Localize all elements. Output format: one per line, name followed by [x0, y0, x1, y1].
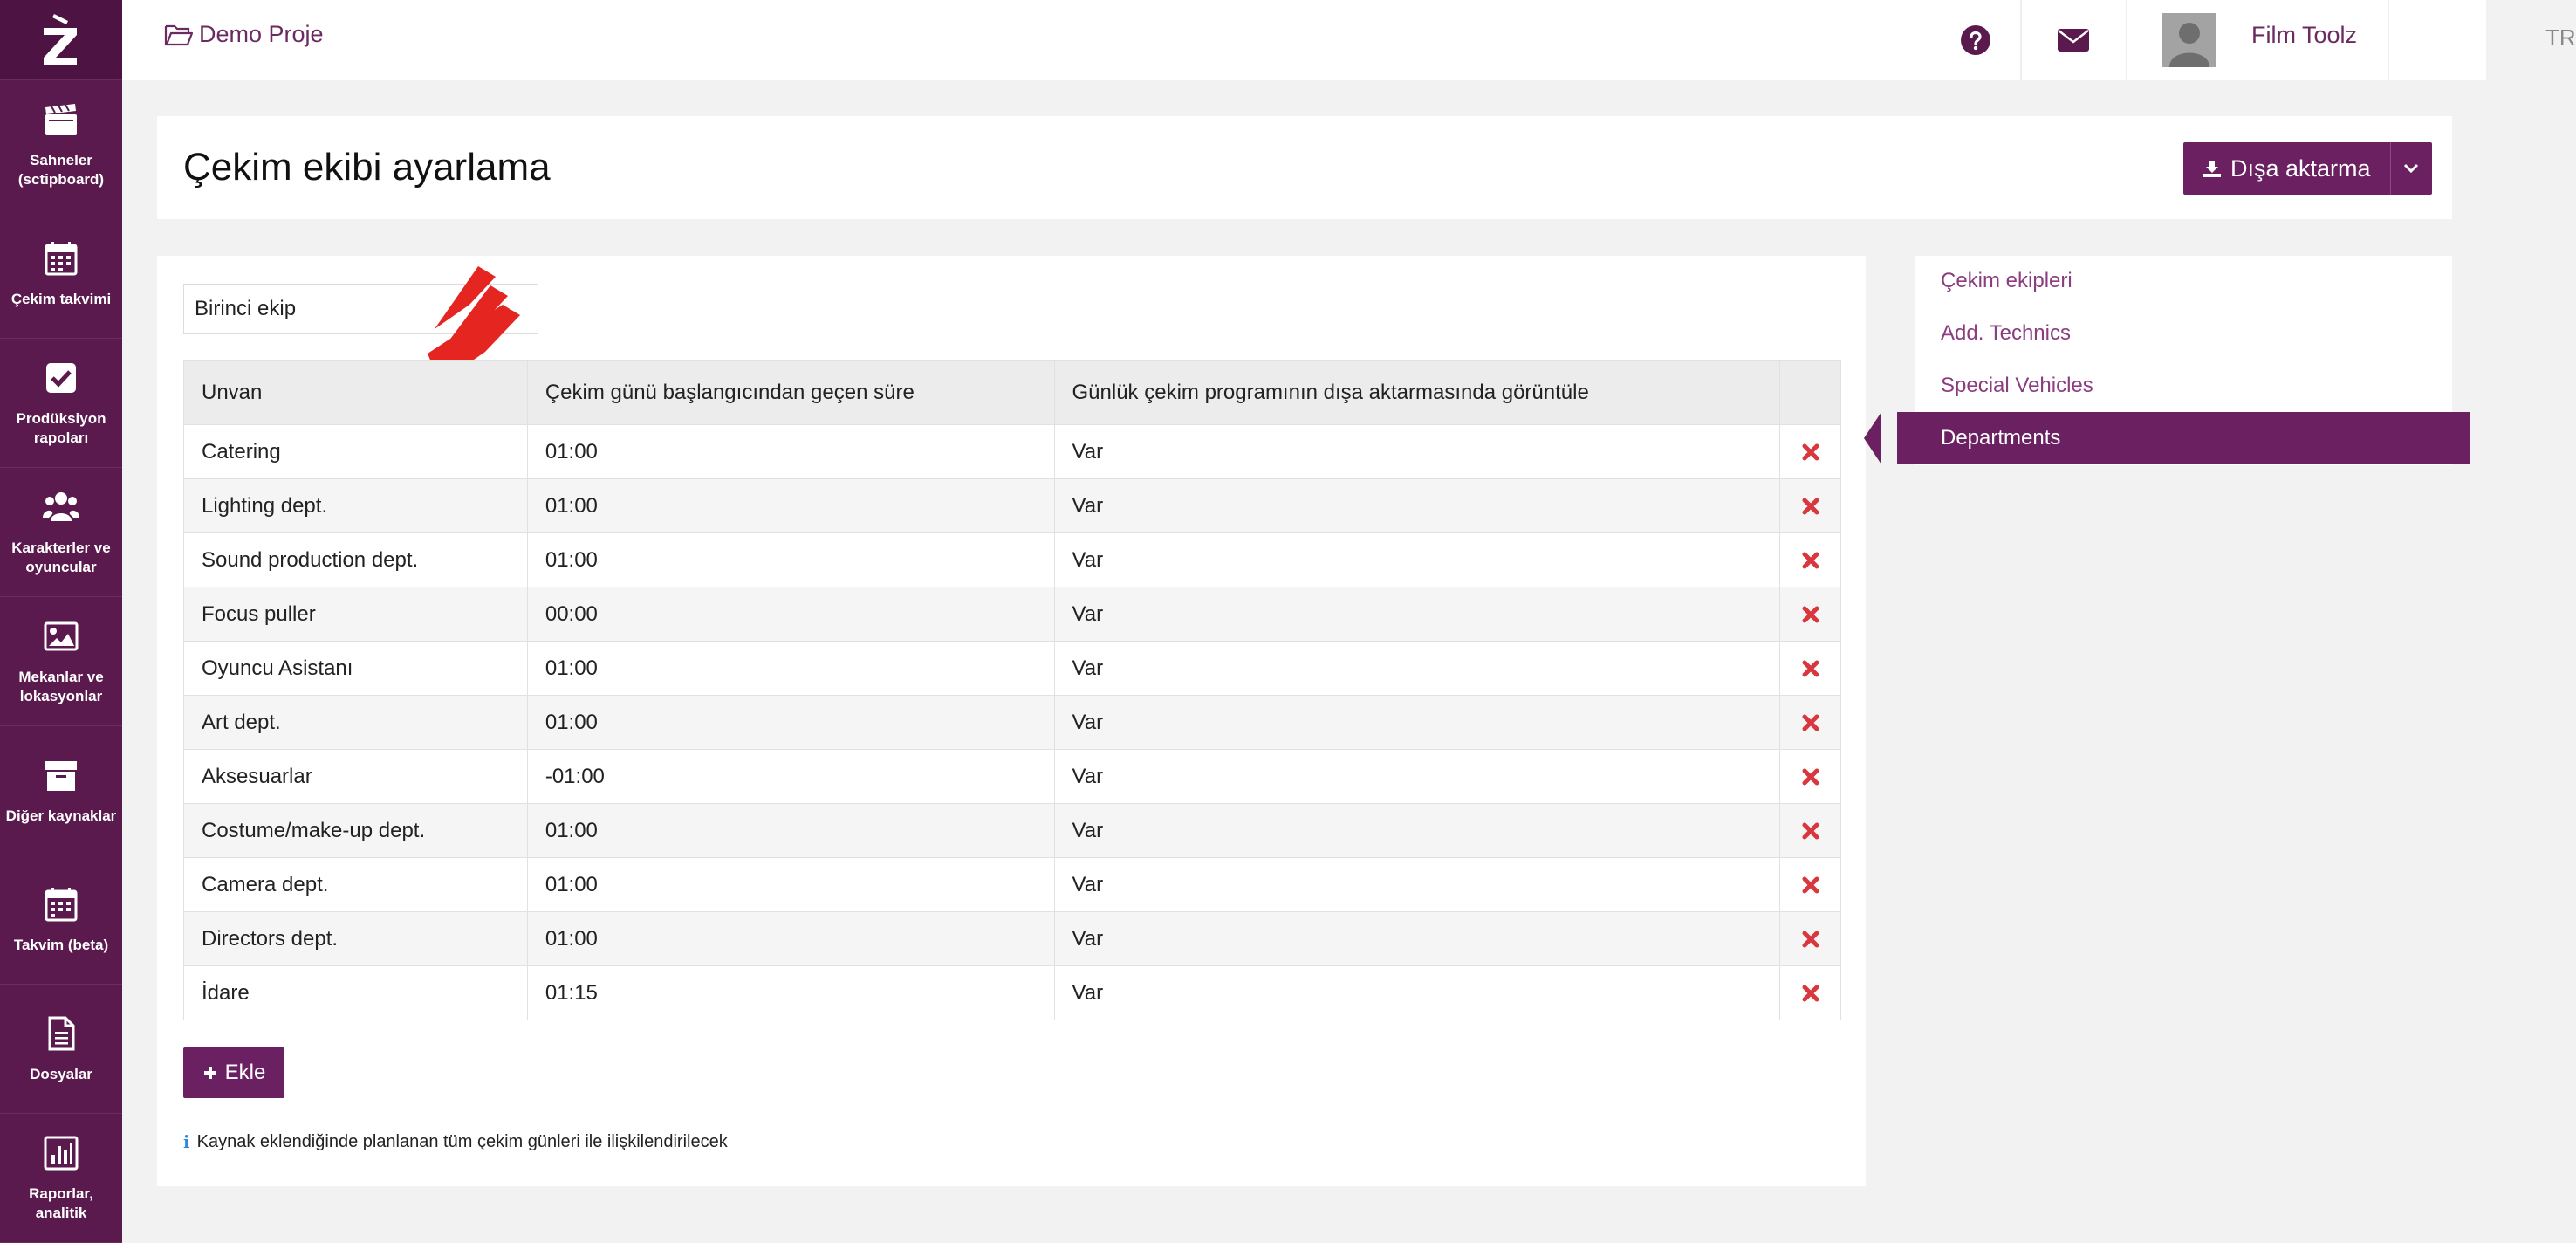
sidebar-label: Dosyalar: [30, 1065, 92, 1082]
table-row: [184, 587, 1841, 642]
cell-title[interactable]: Camera dept.: [184, 858, 528, 912]
column-header-title[interactable]: Unvan: [184, 361, 528, 425]
table-row: [184, 966, 1841, 1020]
info-icon: i: [183, 1131, 190, 1152]
app-logo[interactable]: [0, 0, 122, 80]
folder-open-icon: [164, 22, 194, 48]
cell-visibility[interactable]: Var: [1054, 750, 1779, 804]
cell-offset[interactable]: 01:00: [527, 533, 1054, 587]
table-row: [184, 425, 1841, 479]
table-row: [184, 479, 1841, 533]
sidebar-label: Takvim (beta): [13, 936, 109, 953]
cell-title[interactable]: Sound production dept.: [184, 533, 528, 587]
crew-settings-panel: [157, 256, 1866, 1186]
cell-actions: [1780, 696, 1841, 750]
table-row: [184, 858, 1841, 912]
sidebar-label: Diğer kaynaklar: [5, 807, 117, 824]
export-dropdown-toggle[interactable]: [2390, 142, 2432, 195]
cell-visibility[interactable]: Var: [1054, 696, 1779, 750]
cell-visibility[interactable]: Var: [1054, 966, 1779, 1020]
delete-icon[interactable]: [1800, 875, 1821, 896]
delete-icon[interactable]: [1800, 496, 1821, 517]
cell-offset[interactable]: 01:00: [527, 642, 1054, 696]
menu-item-special-vehicles[interactable]: Special Vehicles: [1941, 374, 2093, 397]
column-header-actions: [1780, 361, 1841, 425]
cell-title[interactable]: Costume/make-up dept.: [184, 804, 528, 858]
add-label: Ekle: [224, 1061, 266, 1084]
cell-actions: [1780, 750, 1841, 804]
language-switcher[interactable]: TR: [2545, 24, 2576, 51]
project-name: Demo Proje: [199, 21, 324, 47]
messages-button[interactable]: [2022, 0, 2125, 80]
sidebar-label: Mekanlar ve lokasyonlar: [18, 668, 104, 704]
delete-icon[interactable]: [1800, 983, 1821, 1004]
table-row: [184, 912, 1841, 966]
cell-offset[interactable]: 01:00: [527, 479, 1054, 533]
delete-icon[interactable]: [1800, 821, 1821, 841]
cell-offset[interactable]: 01:15: [527, 966, 1054, 1020]
page-title: Çekim ekibi ayarlama: [183, 146, 551, 189]
cell-offset[interactable]: 01:00: [527, 696, 1054, 750]
delete-icon[interactable]: [1800, 712, 1821, 733]
sidebar-item-reports-analytics[interactable]: [0, 1114, 122, 1243]
table-row: [184, 696, 1841, 750]
info-note: [183, 1131, 728, 1152]
sidebar-item-other-resources[interactable]: [0, 726, 122, 855]
cell-offset[interactable]: 00:00: [527, 587, 1054, 642]
cell-visibility[interactable]: Var: [1054, 425, 1779, 479]
cell-title[interactable]: Oyuncu Asistanı: [184, 642, 528, 696]
crew-table: [183, 360, 1841, 1020]
sidebar-item-files[interactable]: [0, 985, 122, 1114]
help-button[interactable]: [1929, 0, 2022, 80]
cell-actions: [1780, 642, 1841, 696]
sidebar-item-characters-actors[interactable]: [0, 468, 122, 597]
calendar-grid-icon: [42, 239, 80, 278]
avatar-placeholder-icon: [2162, 13, 2216, 67]
divider: [2388, 0, 2389, 80]
cell-actions: [1780, 804, 1841, 858]
document-icon: [42, 1014, 80, 1053]
sidebar: [0, 0, 122, 1243]
project-switcher[interactable]: [164, 21, 324, 48]
sidebar-label: Prodüksiyon rapoları: [16, 409, 106, 446]
column-header-offset[interactable]: Çekim günü başlangıcından geçen süre: [527, 361, 1054, 425]
cell-visibility[interactable]: Var: [1054, 912, 1779, 966]
envelope-icon: [2057, 28, 2090, 52]
table-row: [184, 804, 1841, 858]
top-bar: [122, 0, 2576, 80]
cell-offset[interactable]: 01:00: [527, 804, 1054, 858]
avatar: [2162, 13, 2216, 67]
table-row: [184, 533, 1841, 587]
sidebar-item-scenes[interactable]: [0, 80, 122, 209]
menu-item-crews[interactable]: Çekim ekipleri: [1941, 269, 2072, 292]
active-indicator: [1864, 412, 1881, 464]
cell-offset[interactable]: 01:00: [527, 858, 1054, 912]
cell-visibility[interactable]: Var: [1054, 642, 1779, 696]
cell-actions: [1780, 479, 1841, 533]
sidebar-label: Çekim takvimi: [10, 290, 112, 307]
cell-visibility[interactable]: Var: [1054, 804, 1779, 858]
cell-title[interactable]: Lighting dept.: [184, 479, 528, 533]
user-name: Film Toolz: [2251, 21, 2358, 48]
users-icon: [42, 488, 80, 526]
user-menu[interactable]: [2162, 0, 2357, 80]
cell-title[interactable]: Directors dept.: [184, 912, 528, 966]
sidebar-item-shooting-schedule[interactable]: [0, 209, 122, 339]
table-row: [184, 750, 1841, 804]
export-button[interactable]: [2183, 142, 2390, 195]
cell-offset[interactable]: -01:00: [527, 750, 1054, 804]
calendar-icon: [42, 885, 80, 924]
cell-title[interactable]: Art dept.: [184, 696, 528, 750]
cell-visibility[interactable]: Var: [1054, 858, 1779, 912]
cell-title[interactable]: Focus puller: [184, 587, 528, 642]
delete-icon[interactable]: [1800, 550, 1821, 571]
export-button-group: [2183, 142, 2432, 195]
page-header: [157, 116, 2452, 219]
column-header-visibility[interactable]: Günlük çekim programının dışa aktarmasında görüntüle: [1054, 361, 1779, 425]
chevron-down-icon: [2403, 163, 2419, 174]
plus-icon: [202, 1065, 218, 1081]
cell-actions: [1780, 425, 1841, 479]
export-label: Dışa aktarma: [2230, 155, 2371, 182]
logo-icon: [37, 12, 86, 68]
cell-title[interactable]: Catering: [184, 425, 528, 479]
help-icon: [1960, 24, 1991, 56]
delete-icon[interactable]: [1800, 658, 1821, 679]
divider: [2126, 0, 2127, 80]
sidebar-item-locations[interactable]: [0, 597, 122, 726]
add-button[interactable]: [183, 1047, 284, 1098]
delete-icon[interactable]: [1800, 604, 1821, 625]
cell-title[interactable]: Aksesuarlar: [184, 750, 528, 804]
archive-box-icon: [42, 756, 80, 794]
clapperboard-icon: [42, 100, 80, 139]
cell-offset[interactable]: 01:00: [527, 425, 1054, 479]
sidebar-label: Karakterler ve oyuncular: [11, 539, 111, 575]
cell-offset[interactable]: 01:00: [527, 912, 1054, 966]
cell-actions: [1780, 533, 1841, 587]
download-icon: [2203, 159, 2222, 178]
cell-title[interactable]: İdare: [184, 966, 528, 1020]
cell-visibility[interactable]: Var: [1054, 533, 1779, 587]
delete-icon[interactable]: [1800, 442, 1821, 463]
cell-actions: [1780, 912, 1841, 966]
table-row: [184, 642, 1841, 696]
cell-actions: [1780, 587, 1841, 642]
cell-actions: [1780, 966, 1841, 1020]
cell-visibility[interactable]: Var: [1054, 479, 1779, 533]
info-note-text: Kaynak eklendiğinde planlanan tüm çekim günleri ile ilişkilendirilecek: [196, 1131, 728, 1151]
delete-icon[interactable]: [1800, 929, 1821, 950]
menu-item-departments[interactable]: Departments: [1897, 412, 2470, 464]
image-icon: [42, 617, 80, 656]
delete-icon[interactable]: [1800, 766, 1821, 787]
sidebar-item-calendar-beta[interactable]: [0, 855, 122, 985]
sidebar-label: Raporlar, analitik: [29, 1185, 93, 1221]
crew-select[interactable]: Birinci ekip: [183, 284, 538, 334]
sidebar-label: Sahneler (sctipboard): [17, 151, 105, 188]
cell-actions: [1780, 858, 1841, 912]
cell-visibility[interactable]: Var: [1054, 587, 1779, 642]
menu-item-add-technics[interactable]: Add. Technics: [1941, 321, 2071, 345]
checkbox-icon: [42, 359, 80, 397]
sidebar-item-production-reports[interactable]: [0, 339, 122, 468]
bar-chart-icon: [42, 1134, 80, 1172]
